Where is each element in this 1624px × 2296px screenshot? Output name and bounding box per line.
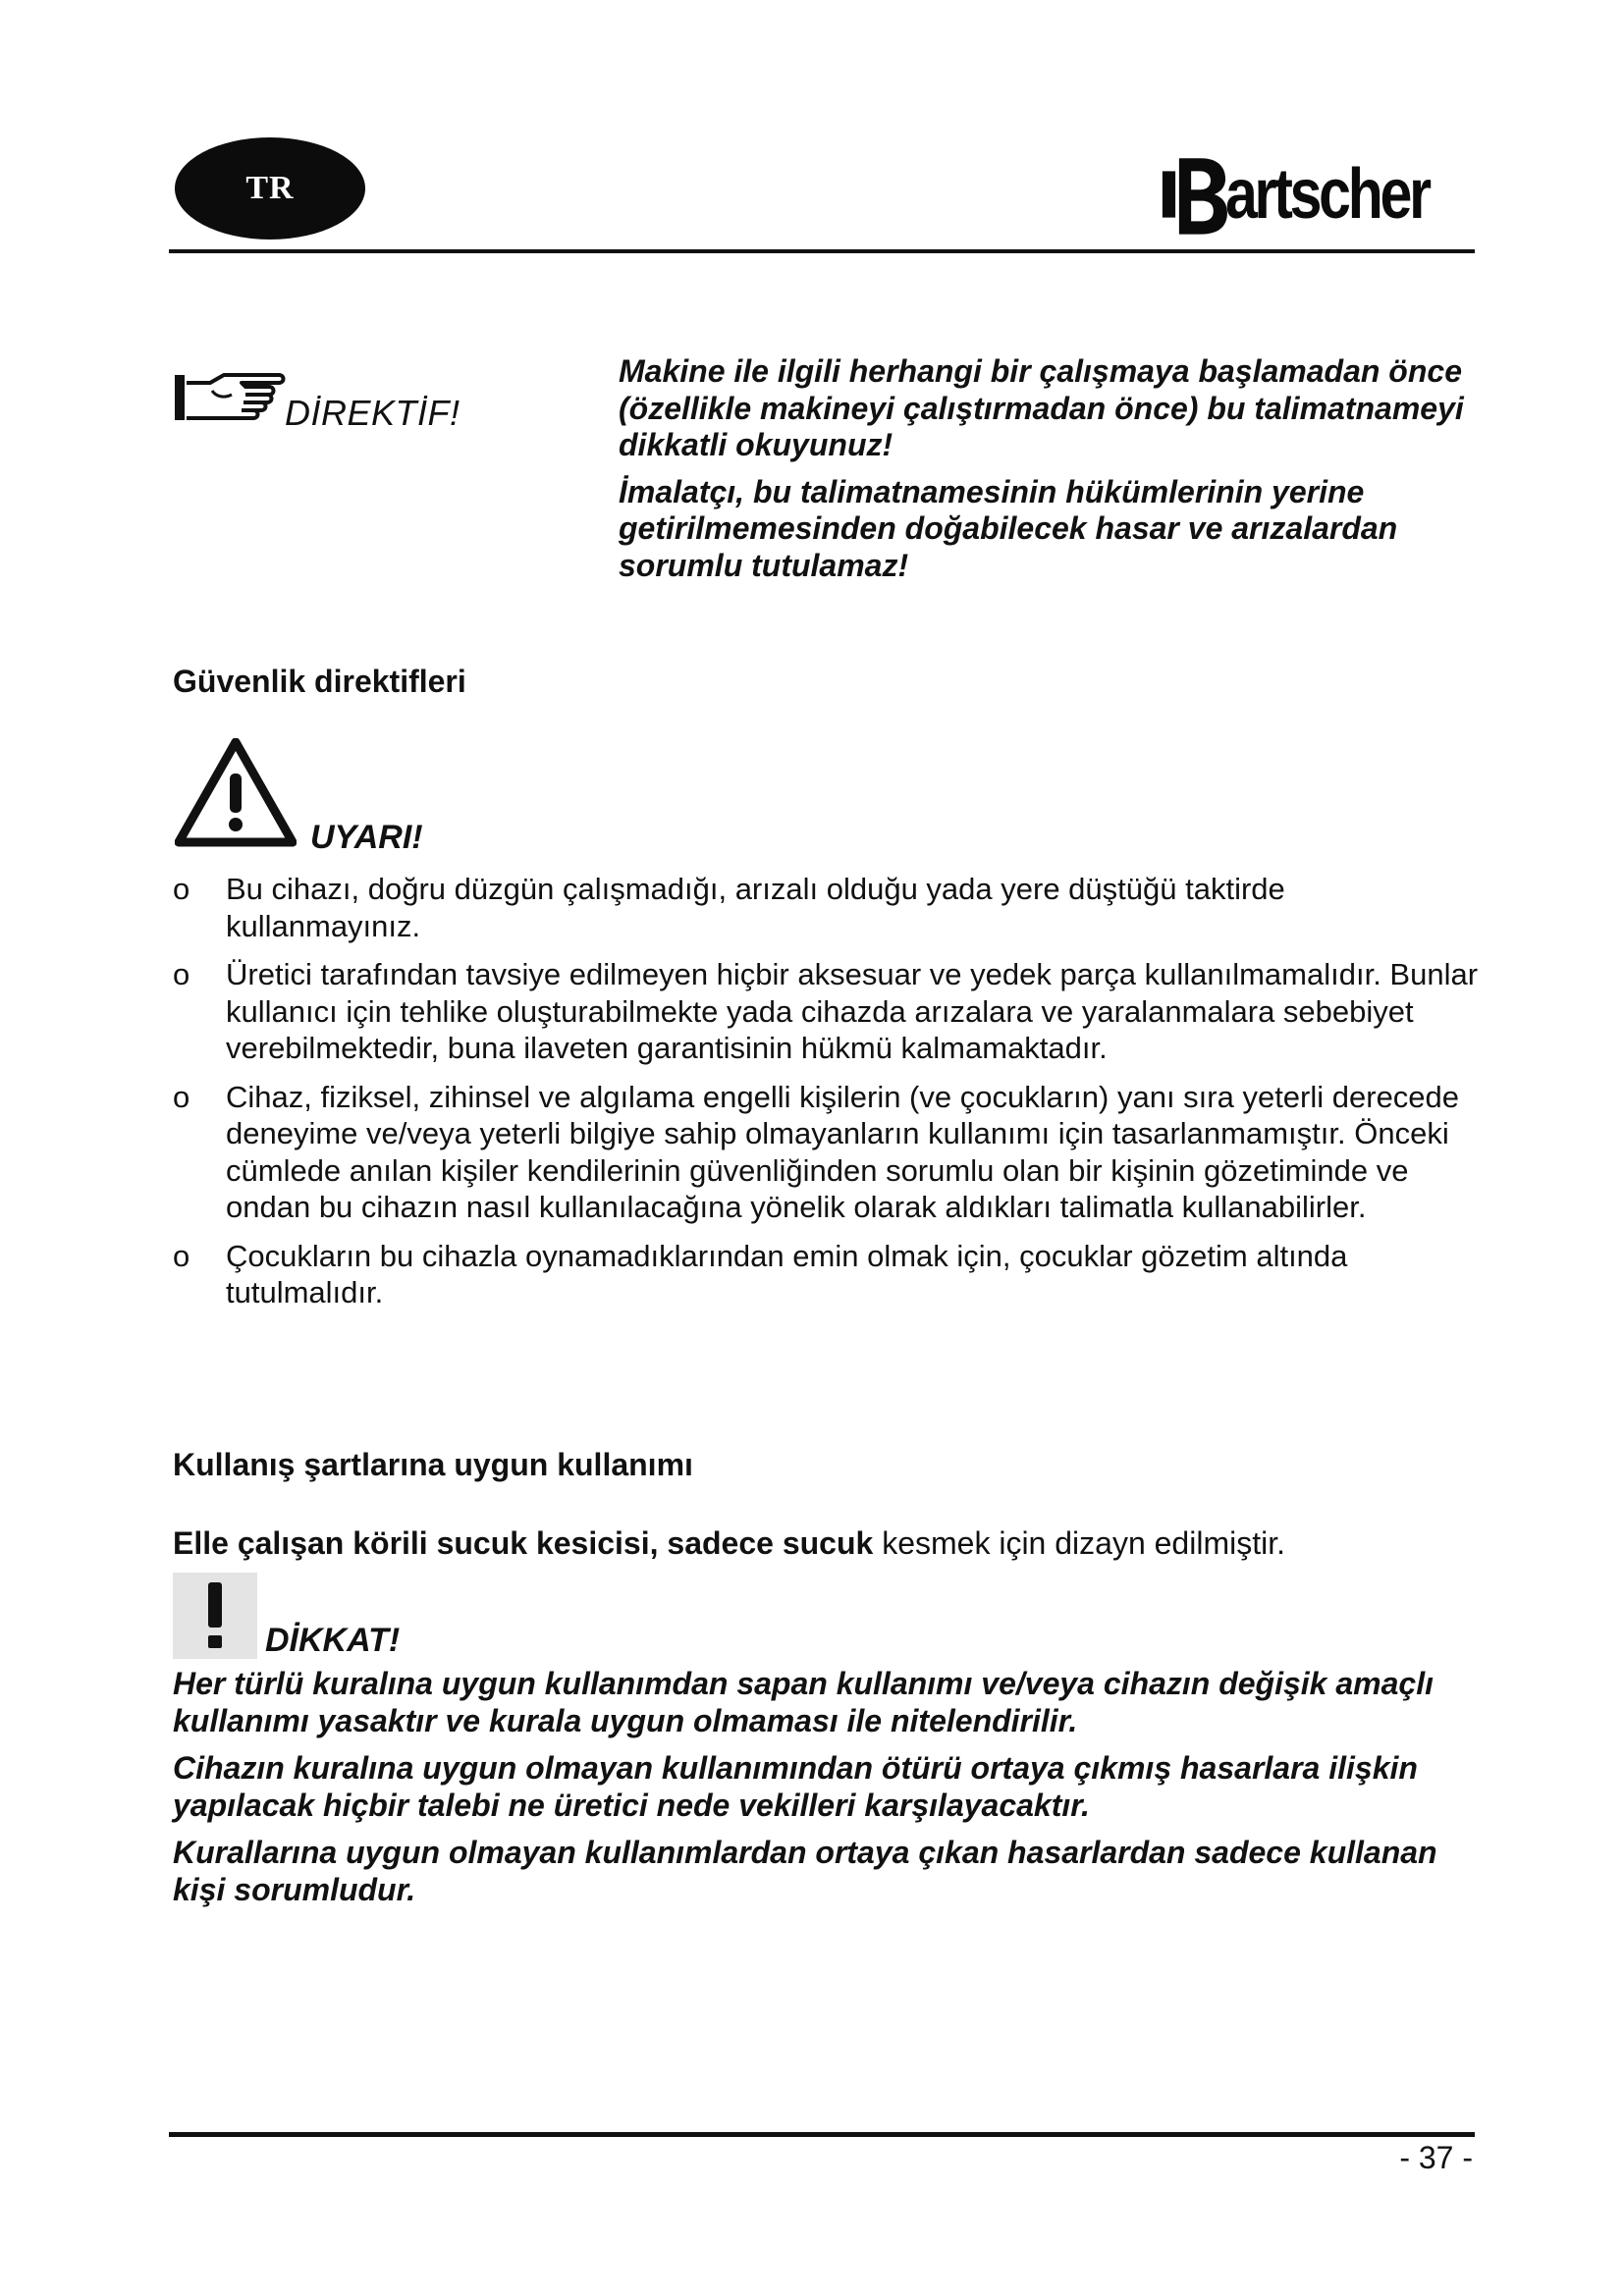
- exclamation-icon: [173, 1573, 257, 1659]
- usage-lead: [173, 1525, 1285, 1562]
- header-divider: [169, 249, 1475, 253]
- brand-name: artscher: [1224, 155, 1429, 234]
- directive-label: DİREKTİF!: [285, 393, 460, 433]
- list-item: o Çocukların bu cihazla oynamadıklarından emin olmak için, çocuklar gözetim altında tutulmalıdır.: [173, 1238, 1348, 1309]
- brand-b-icon: [1161, 150, 1229, 239]
- footer-divider: [169, 2132, 1475, 2137]
- usage-heading: Kullanış şartlarına uygun kullanımı: [173, 1447, 693, 1482]
- directive-paragraph: İmalatçı, bu talimatnamesinin hükümlerinin yerine getirilmemesinden doğabilecek hasar ve arızalardan sorumlu tutulamaz!: [619, 473, 1398, 583]
- safety-heading: Güvenlik direktifleri: [173, 664, 466, 699]
- directive-text: [619, 353, 1473, 594]
- bullet-marker: o: [173, 872, 190, 906]
- page-number: - 37 -: [1399, 2140, 1473, 2175]
- language-code: TR: [245, 170, 295, 206]
- attention-text: [173, 1665, 1469, 1918]
- usage-lead-bold: Elle çalışan körili sucuk kesicisi, sadece sucuk: [173, 1525, 874, 1561]
- brand-logo: [1161, 147, 1473, 241]
- attention-paragraph: Cihazın kuralına uygun olmayan kullanımından ötürü ortaya çıkmış hasarlara ilişkin yapılacak hiçbir talebi ne üretici nede vekilleri karşılayacaktır.: [173, 1750, 1418, 1823]
- warning-triangle-icon: [175, 738, 297, 848]
- directive-paragraph: Makine ile ilgili herhangi bir çalışmaya başlamadan önce (özellikle makineyi çalıştırmadan önce) bu talimatnameyi dikkatli okuyunuz!: [619, 353, 1464, 462]
- attention-label: DİKKAT!: [265, 1622, 401, 1659]
- bullet-marker: o: [173, 1238, 190, 1273]
- language-badge: [175, 137, 365, 240]
- warning-label: UYARI!: [310, 819, 423, 856]
- attention-paragraph: Her türlü kuralına uygun kullanımdan sapan kullanımı ve/veya cihazın değişik amaçlı kullanımı yasaktır ve kurala uygun olmaması ile nitelendirilir.: [173, 1666, 1434, 1738]
- list-item: o Bu cihazı, doğru düzgün çalışmadığı, arızalı olduğu yada yere düştüğü taktirde kullanmayınız.: [173, 872, 1285, 943]
- bullet-marker: o: [173, 957, 190, 991]
- usage-lead-rest: kesmek için dizayn edilmiştir.: [873, 1525, 1285, 1561]
- attention-paragraph: Kurallarına uygun olmayan kullanımlardan ortaya çıkan hasarlardan sadece kullanan kişi sorumludur.: [173, 1835, 1437, 1907]
- safety-list: [173, 871, 1479, 1323]
- bullet-marker: o: [173, 1079, 190, 1114]
- list-item: o Cihaz, fiziksel, zihinsel ve algılama engelli kişilerin (ve çocukların) yanı sıra yeterli derecede deneyime ve/veya yeterli bilgiye sahip olmayanların kullanımı için tasarlanmamıştır. Önceki cümlede anılan kişiler kendilerinin güvenliğinden sorumlu olan bir kişinin gözetiminde ve ondan bu cihazın nasıl kullanılacağına yönelik olarak aldıkları talimatla kullanabilirler.: [173, 1079, 1460, 1224]
- pointing-hand-icon: [173, 369, 289, 428]
- list-item: o Üretici tarafından tavsiye edilmeyen hiçbir aksesuar ve yedek parça kullanılmamalıdır. Bunlar kullanıcı için tehlike oluşturabilmekte yada cihazda arızalara ve yaralanmalara sebebiyet verebilmektedir, buna ilaveten garantisinin hükmü kalmamaktadır.: [173, 957, 1479, 1065]
